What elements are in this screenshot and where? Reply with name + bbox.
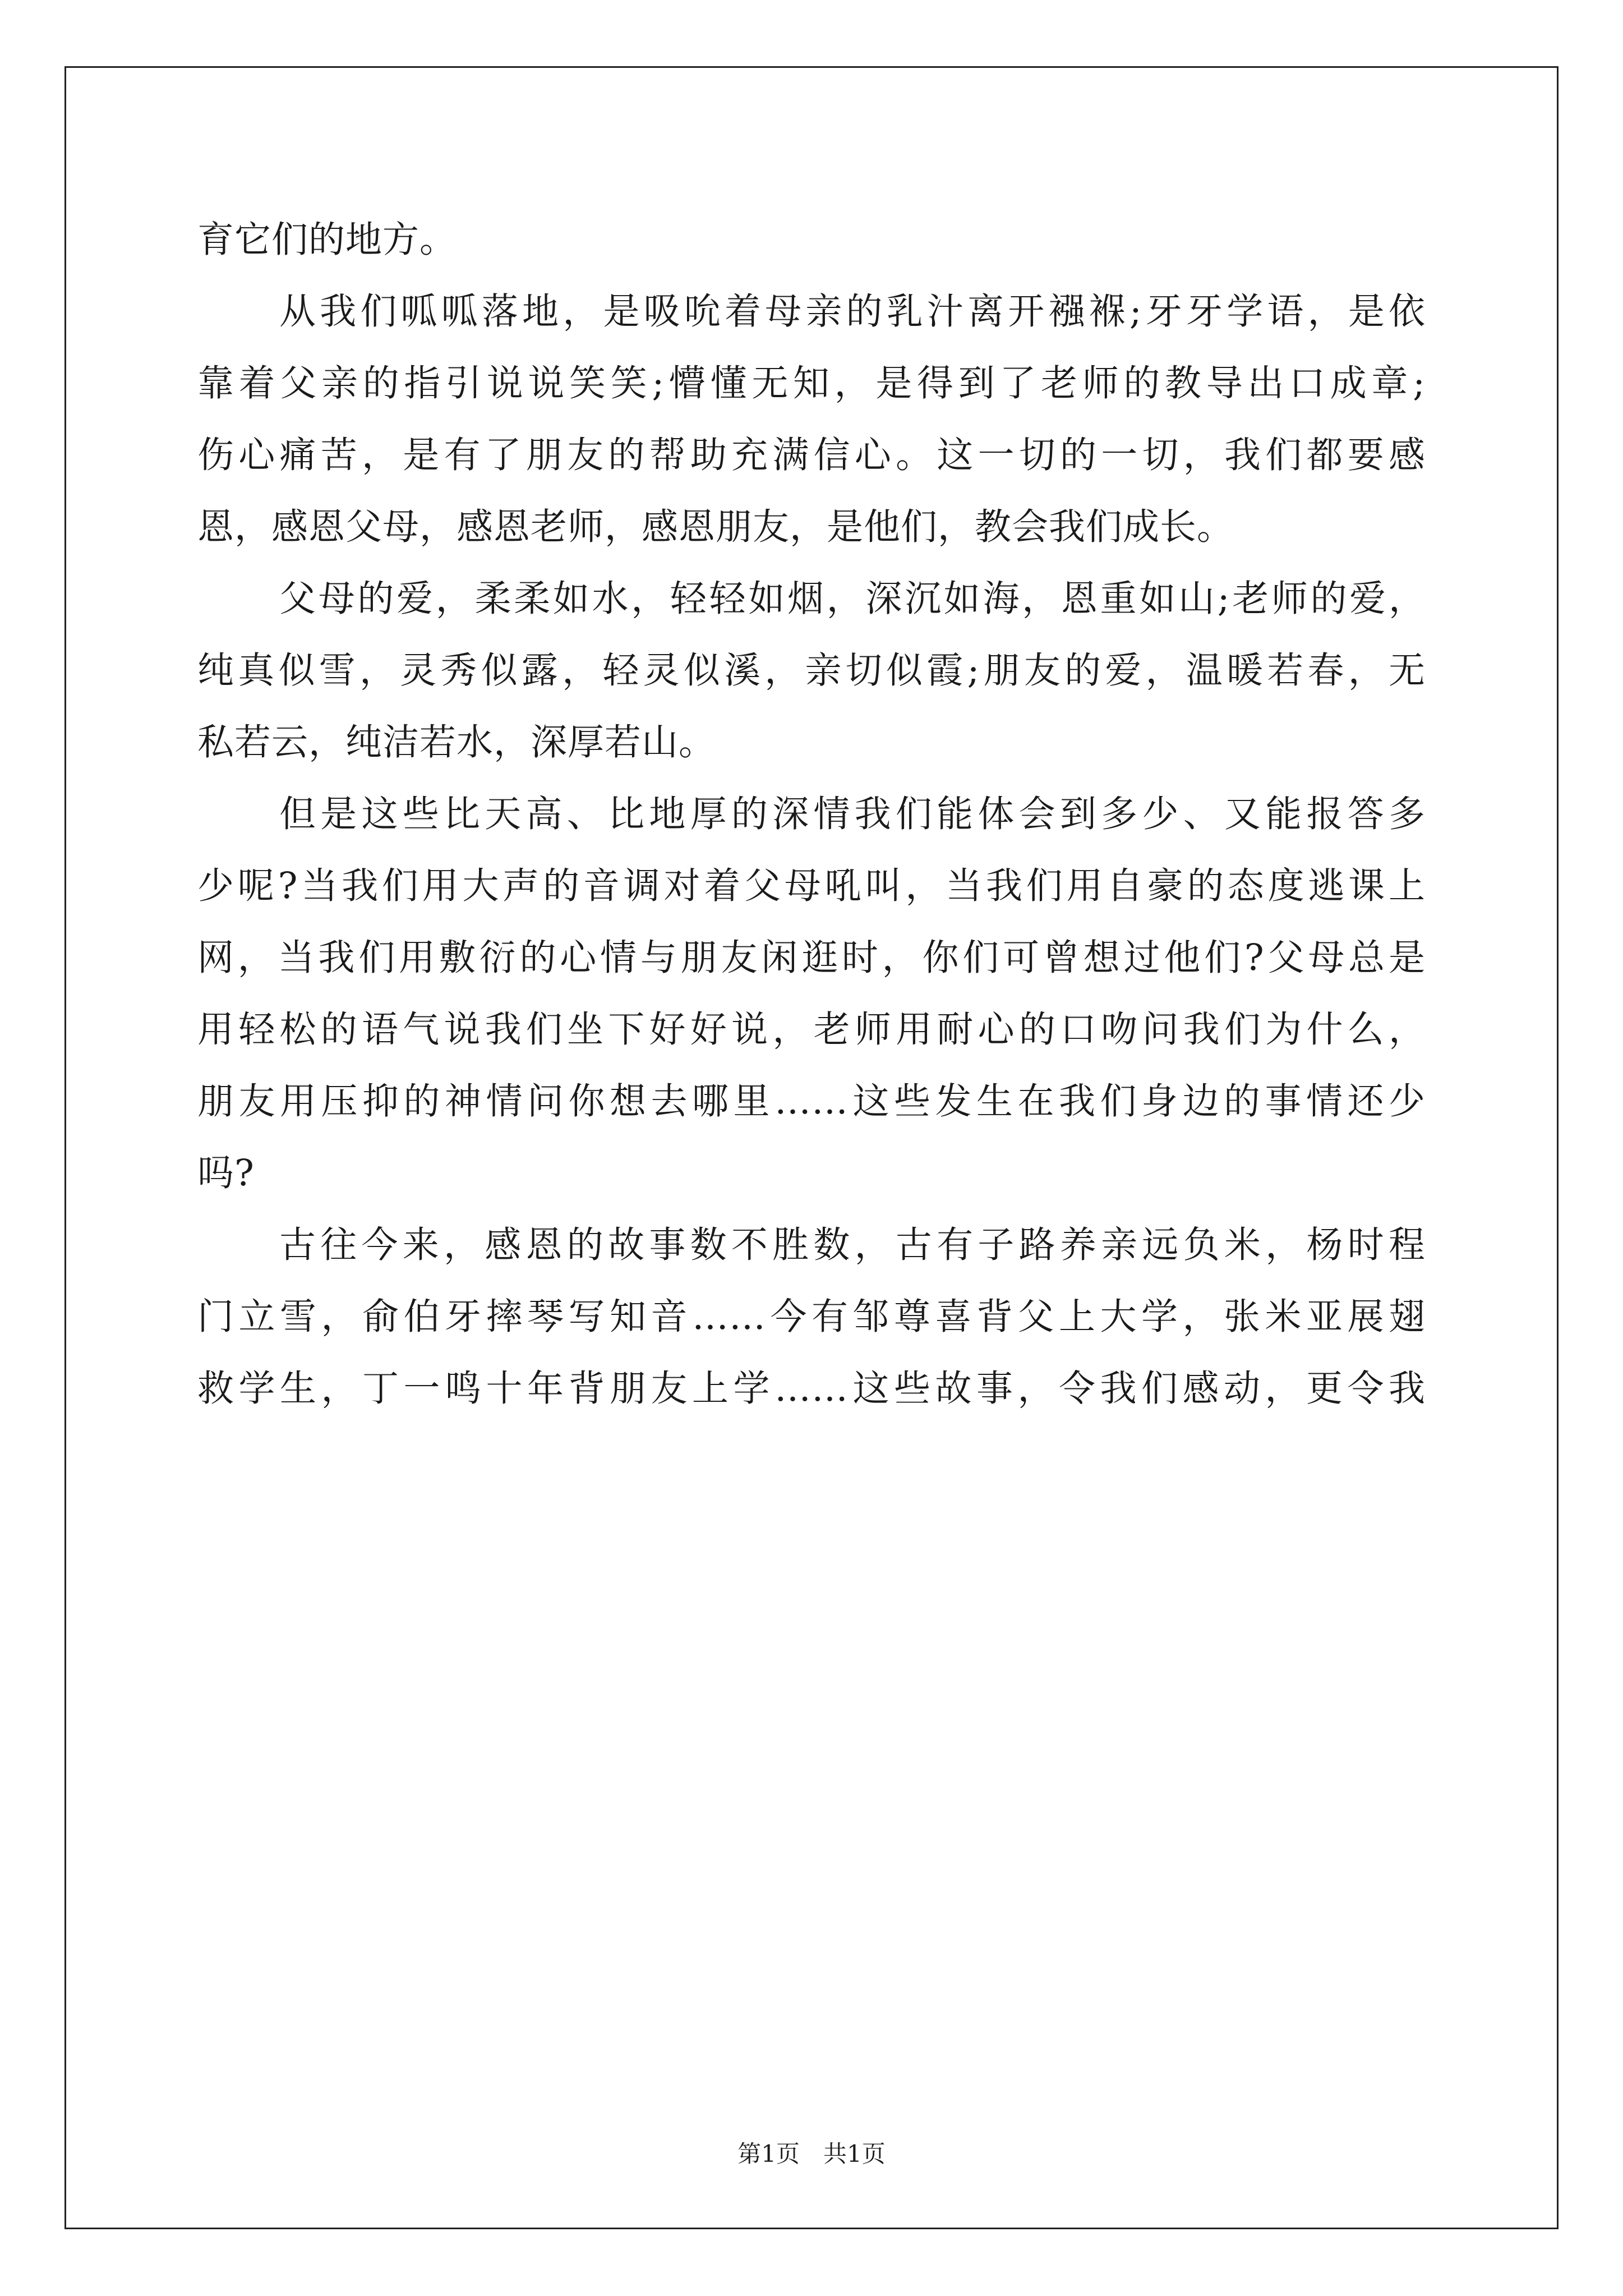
text-line: 私若云，纯洁若水，深厚若山。 bbox=[197, 721, 716, 763]
text-line: 父母的爱，柔柔如水，轻轻如烟，深沉如海，恩重如山;老师的爱， bbox=[279, 578, 1426, 620]
text-line: 纯真似雪，灵秀似露，轻灵似溪，亲切似霞;朋友的爱，温暖若春，无 bbox=[197, 650, 1426, 692]
text-line: 门立雪，俞伯牙摔琴写知音……今有邹尊喜背父上大学，张米亚展翅 bbox=[197, 1296, 1426, 1338]
text-line: 恩，感恩父母，感恩老师，感恩朋友，是他们，教会我们成长。 bbox=[197, 506, 1234, 548]
text-line: 伤心痛苦，是有了朋友的帮助充满信心。这一切的一切，我们都要感 bbox=[197, 434, 1426, 476]
text-line: 古往今来，感恩的故事数不胜数，古有子路养亲远负米，杨时程 bbox=[279, 1224, 1426, 1266]
document-body bbox=[197, 204, 1426, 1425]
text-line: 育它们的地方。 bbox=[197, 219, 457, 261]
text-line: 靠着父亲的指引说说笑笑;懵懂无知，是得到了老师的教导出口成章; bbox=[197, 362, 1426, 404]
text-line: 网，当我们用敷衍的心情与朋友闲逛时，你们可曾想过他们?父母总是 bbox=[197, 937, 1426, 979]
page-number-footer: 第1页 共1页 bbox=[737, 2140, 886, 2168]
text-line: 朋友用压抑的神情问你想去哪里……这些发生在我们身边的事情还少 bbox=[197, 1080, 1426, 1122]
text-line: 少呢?当我们用大声的音调对着父母吼叫，当我们用自豪的态度逃课上 bbox=[197, 865, 1426, 907]
text-line: 但是这些比天高、比地厚的深情我们能体会到多少、又能报答多 bbox=[279, 793, 1426, 835]
text-line: 用轻松的语气说我们坐下好好说，老师用耐心的口吻问我们为什么， bbox=[197, 1009, 1426, 1051]
text-line: 从我们呱呱落地，是吸吮着母亲的乳汁离开襁褓;牙牙学语，是依 bbox=[279, 291, 1426, 333]
text-line: 救学生，丁一鸣十年背朋友上学……这些故事，令我们感动，更令我 bbox=[197, 1368, 1426, 1410]
text-line: 吗? bbox=[197, 1152, 255, 1194]
